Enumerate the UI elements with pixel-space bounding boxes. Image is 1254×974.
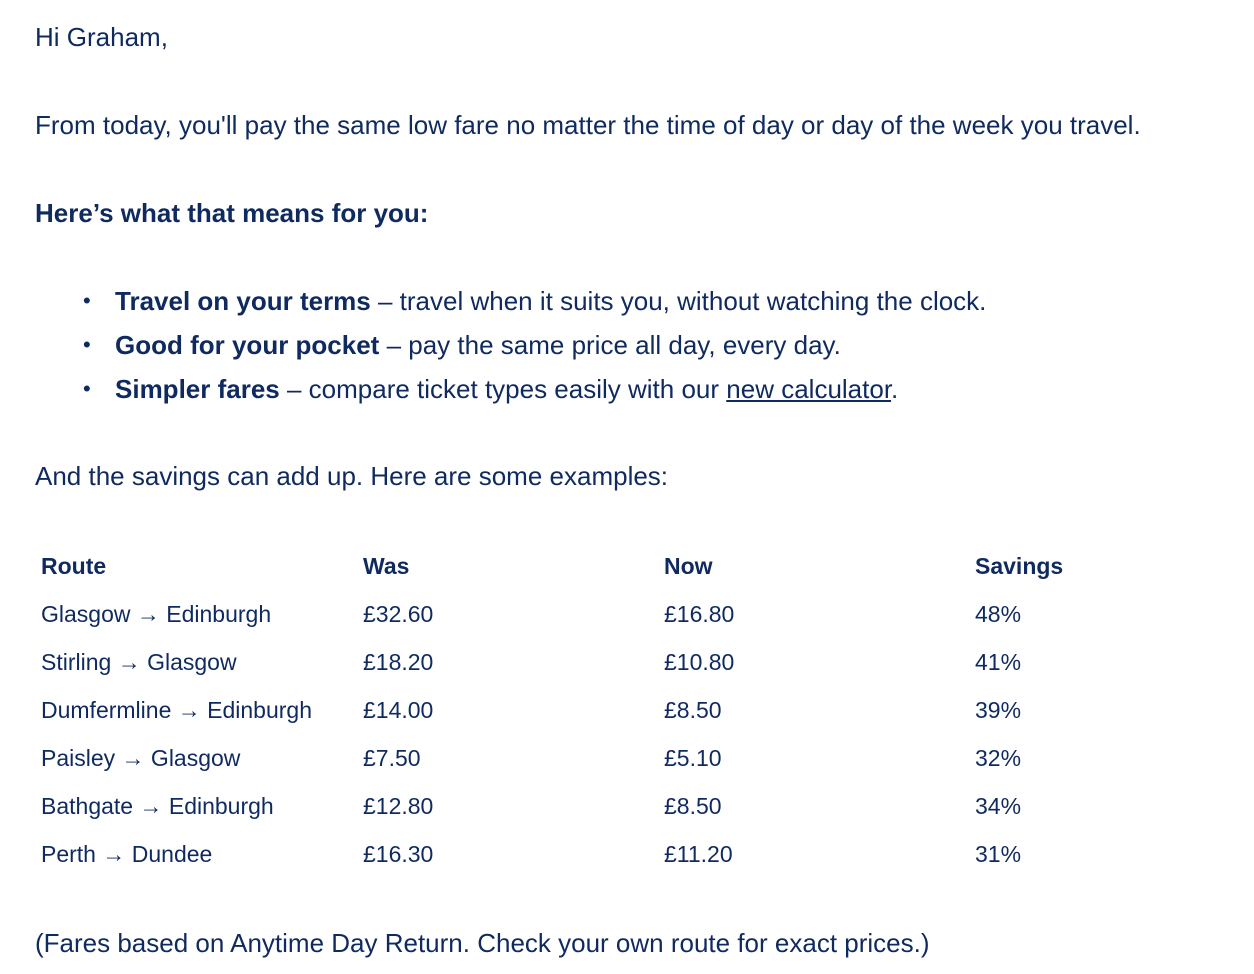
table-row (35, 686, 1125, 734)
now-cell: £8.50 (664, 792, 722, 819)
benefit-title: Travel on your terms (115, 286, 371, 316)
now-cell: £16.80 (664, 600, 735, 627)
column-header-route: Route (41, 552, 107, 579)
table-row (35, 830, 1125, 878)
savings-cell: 32% (975, 744, 1022, 771)
table-row (35, 734, 1125, 782)
column-header-was: Was (363, 552, 410, 579)
benefit-title: Simpler fares (115, 374, 280, 404)
route-cell: Perth → Dundee (41, 840, 213, 867)
savings-intro: And the savings can add up. Here are some examples: (35, 461, 669, 491)
now-cell: £5.10 (664, 744, 722, 771)
bullet-icon: • (83, 332, 91, 357)
calculator-link[interactable]: new calculator (726, 374, 892, 404)
benefit-item (35, 286, 986, 330)
column-header-savings: Savings (975, 552, 1064, 579)
was-cell: £32.60 (363, 600, 434, 627)
route-cell: Bathgate → Edinburgh (41, 792, 274, 819)
table-header-row (35, 542, 1125, 590)
benefit-item (35, 374, 986, 418)
savings-cell: 41% (975, 648, 1022, 675)
was-cell: £12.80 (363, 792, 434, 819)
intro-paragraph: From today, you'll pay the same low fare no matter the time of day or day of the week you travel. (35, 110, 1141, 140)
table-row (35, 638, 1125, 686)
was-cell: £18.20 (363, 648, 434, 675)
greeting: Hi Graham, (35, 22, 168, 52)
was-cell: £7.50 (363, 744, 421, 771)
route-cell: Stirling → Glasgow (41, 648, 237, 675)
now-cell: £8.50 (664, 696, 722, 723)
benefit-text-end: . (891, 374, 899, 404)
table-row (35, 782, 1125, 830)
now-cell: £10.80 (664, 648, 735, 675)
route-cell: Paisley → Glasgow (41, 744, 241, 771)
now-cell: £11.20 (664, 840, 733, 867)
benefit-text: – pay the same price all day, every day. (379, 330, 841, 360)
benefit-text: – travel when it suits you, without watching the clock. (370, 286, 987, 316)
table-row (35, 590, 1125, 638)
footnote: (Fares based on Anytime Day Return. Check your own route for exact prices.) (35, 928, 930, 958)
savings-cell: 34% (975, 792, 1022, 819)
benefit-item (35, 330, 986, 374)
route-cell: Dumfermline → Edinburgh (41, 696, 313, 723)
was-cell: £14.00 (363, 696, 434, 723)
column-header-now: Now (664, 552, 713, 579)
means-heading: Here’s what that means for you: (35, 198, 429, 228)
was-cell: £16.30 (363, 840, 434, 867)
bullet-icon: • (83, 376, 91, 401)
savings-cell: 31% (975, 840, 1022, 867)
benefit-title: Good for your pocket (115, 330, 380, 360)
savings-cell: 39% (975, 696, 1022, 723)
benefits-list (35, 286, 986, 418)
benefit-text: – compare ticket types easily with our (279, 374, 727, 404)
bullet-icon: • (83, 288, 91, 313)
route-cell: Glasgow → Edinburgh (41, 600, 272, 627)
fares-table (35, 542, 1125, 878)
savings-cell: 48% (975, 600, 1022, 627)
